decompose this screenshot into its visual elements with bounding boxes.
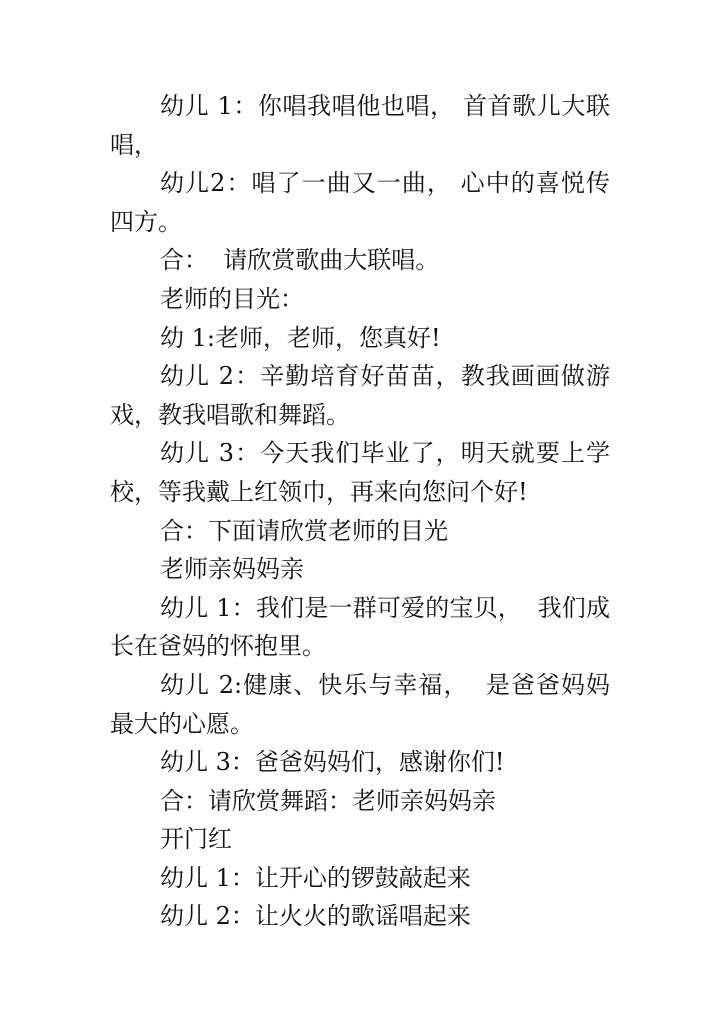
paragraph-child2-teacher: 幼儿 2：辛勤培育好苗苗，教我画画做游戏，教我唱歌和舞蹈。 [110,362,610,429]
section-heading-teacher-mom: 老师亲妈妈亲 [160,555,304,584]
paragraph-child1-sing: 幼儿 1：你唱我唱他也唱， 首首歌儿大联唱， [110,92,610,159]
paragraph-child1-parents: 幼儿 1：我们是一群可爱的宝贝， 我们成长在爸妈的怀抱里。 [110,593,610,661]
section-heading-teacher-gaze: 老师的目光： [160,284,304,313]
section-heading-opening: 开门红 [160,825,232,854]
paragraph-child2-songs: 幼儿 2：让火火的歌谣唱起来 [160,902,471,931]
paragraph-all-enjoy-song: 合： 请欣赏歌曲大联唱。 [160,246,440,275]
paragraph-child3-parents: 幼儿 3：爸爸妈妈们，感谢你们! [160,748,505,777]
paragraph-all-teacher-gaze: 合：下面请欣赏老师的目光 [160,516,448,545]
paragraph-child1-teacher: 幼 1:老师，老师，您真好! [160,323,441,352]
paragraph-child2-parents: 幼儿 2:健康、快乐与幸福， 是爸爸妈妈最大的心愿。 [110,670,610,738]
paragraph-child2-sing: 幼儿2：唱了一曲又一曲， 心中的喜悦传四方。 [110,169,610,236]
paragraph-child3-teacher: 幼儿 3：今天我们毕业了，明天就要上学校，等我戴上红领巾，再来向您问个好! [110,439,610,506]
document-page [110,87,610,936]
paragraph-child1-drums: 幼儿 1：让开心的锣鼓敲起来 [160,863,471,892]
paragraph-all-dance: 合：请欣赏舞蹈：老师亲妈妈亲 [160,786,496,815]
